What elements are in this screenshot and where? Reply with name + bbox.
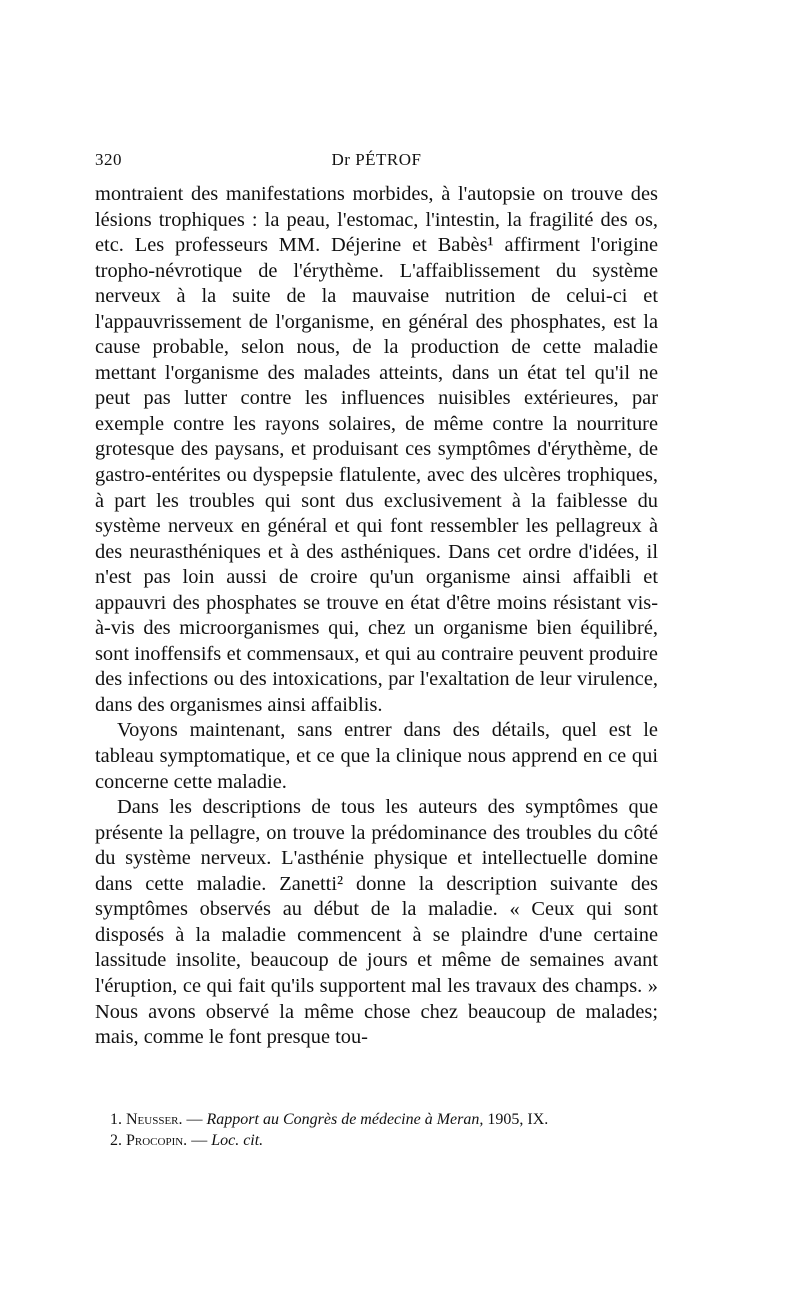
footnote-author: Neusser. <box>126 1111 183 1128</box>
footnotes <box>110 1109 650 1151</box>
paragraph-continued: montraient des manifestations morbides, à l'autopsie on trouve des lésions trophiques : la peau, l'estomac, l'intestin, la fragilité des os, etc. Les professeurs MM. Déjerine et Babès¹ affirment l'origine tropho-névrotique de l'érythème. L'affaiblissement du système nerveux à la suite de la mauvaise nutrition de celui-ci et l'appauvrissement de l'organisme, en général des phosphates, est la cause probable, selon nous, de la production de cette maladie mettant l'organisme des malades atteints, dans un état tel qu'il ne peut pas lutter contre les influences nuisibles extérieures, par exemple contre les rayons solaires, de même contre la nourriture grotesque des paysans, et produisant ces symptômes d'érythème, de gastro-entérites ou dyspepsie flatulente, avec des ulcères trophiques, à part les troubles qui sont dus exclusivement à la faiblesse du système nerveux en général et qui font ressembler les pellagreux à des neurasthéniques et à des asthéniques. Dans cet ordre d'idées, il n'est pas loin aussi de croire qu'un organisme ainsi affaibli et appauvri des phosphates se trouve en état d'être moins résistant vis-à-vis des microorganismes qui, chez un organisme bien équilibré, sont inoffensifs et commensaux, et qui au contraire peuvent produire des infections ou des intoxications, par l'exaltation de leur virulence, dans des organismes ainsi affaiblis. <box>95 183 658 716</box>
footnote-title: Rapport au Congrès de médecine à Meran, <box>206 1111 484 1128</box>
footnote-separator: — <box>186 1111 203 1128</box>
footnote-title: Loc. cit. <box>211 1132 264 1149</box>
page-number: 320 <box>95 150 122 169</box>
paragraph: Dans les descriptions de tous les auteurs des symptômes que présente la pellagre, on trouve la prédominance des troubles du côté du système nerveux. L'asthénie physique et intellectuelle domine dans cette maladie. Zanetti² donne la description suivante des symptômes observés au début de la maladie. « Ceux qui sont disposés à la maladie commencent à se plaindre d'une certaine lassitude insolite, beaucoup de jours et même de semaines avant l'éruption, ce qui fait qu'ils supportent mal les travaux des champs. » Nous avons observé la même chose chez beaucoup de malades; mais, comme le font presque tou- <box>95 796 658 1049</box>
footnote-rest: 1905, IX. <box>487 1111 549 1128</box>
footnote-number: 1. <box>110 1111 122 1128</box>
page-header <box>95 150 658 174</box>
body-text <box>95 182 658 1051</box>
footnote-2 <box>110 1130 650 1151</box>
footnote-number: 2. <box>110 1132 122 1149</box>
footnote-1 <box>110 1109 650 1130</box>
footnote-author: Procopin. <box>126 1132 188 1149</box>
footnote-separator: — <box>191 1132 208 1149</box>
running-head: Dr PÉTROF <box>331 150 422 169</box>
paragraph: Voyons maintenant, sans entrer dans des détails, quel est le tableau symptomatique, et ce que la clinique nous apprend en ce qui concerne cette maladie. <box>95 719 658 793</box>
